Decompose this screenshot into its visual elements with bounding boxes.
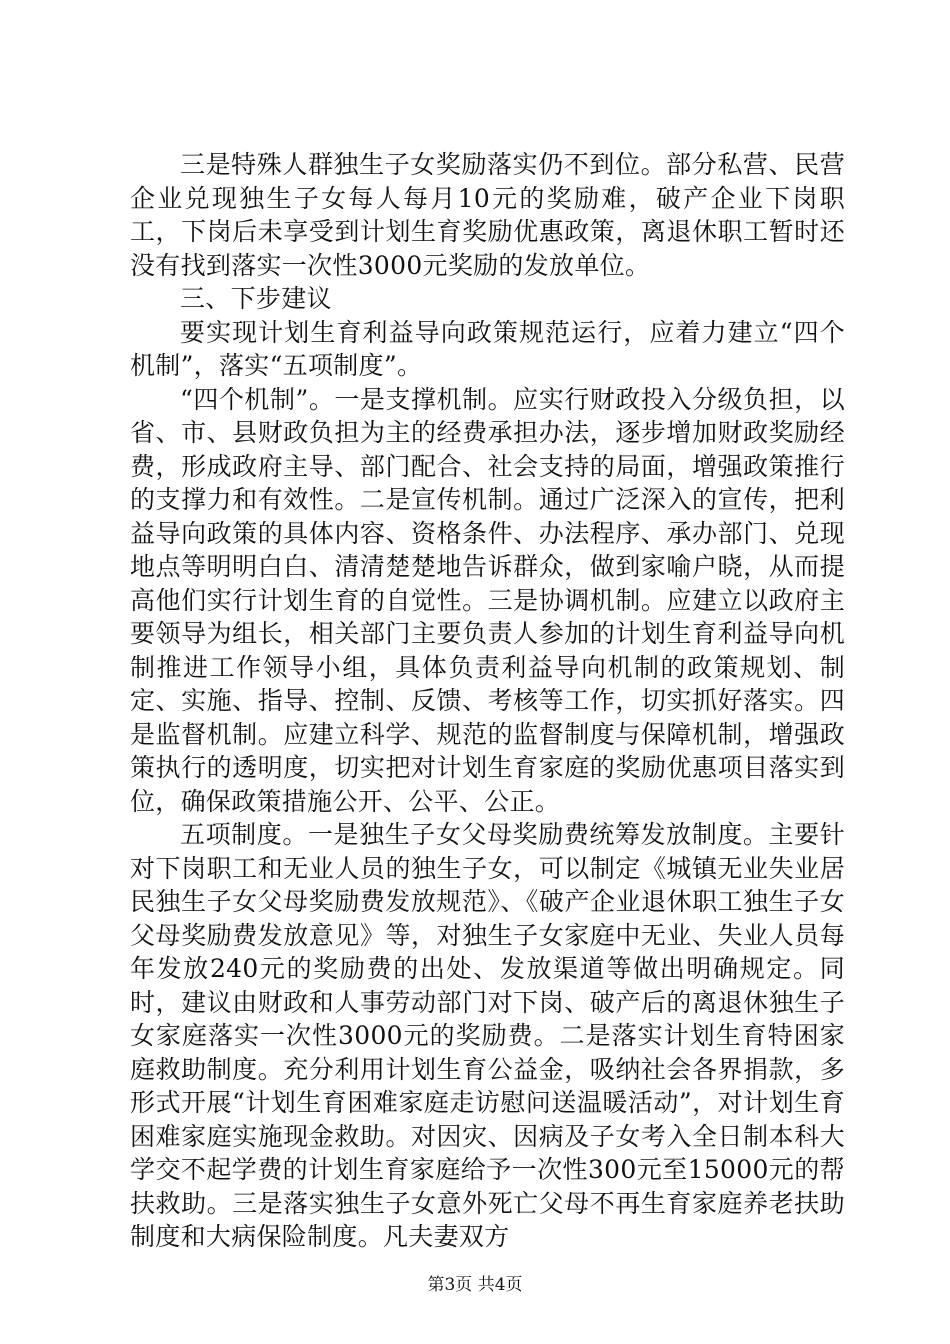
paragraph-four-mechanisms: “四个机制”。一是支撑机制。应实行财政投入分级负担，以省、市、县财政负担为主的经费承担办法，逐步增加财政奖励经费，形成政府主导、部门配合、社会支持的局面，增强政策推行的支撑力和有效性。二是宣传机制。通过广泛深入的宣传，把利益导向政策的具体内容、资格条件、办法程序、承办部门、兑现地点等明明白白、清清楚楚地告诉群众，做到家喻户晓，从而提高他们实行计划生育的自觉性。三是协调机制。应建立以政府主要领导为组长，相关部门主要负责人参加的计划生育利益导向机制推进工作领导小组，具体负责利益导向机制的政策规划、制定、实施、指导、控制、反馈、考核等工作，切实抓好落实。四是监督机制。应建立科学、规范的监督制度与保障机制，增强政策执行的透明度，切实把对计划生育家庭的奖励优惠项目落实到位，确保政策措施公开、公平、公正。: [130, 384, 845, 816]
section-heading-next-steps: 三、下步建议: [180, 284, 332, 313]
document-body: [130, 148, 845, 1254]
paragraph-special-groups: 三是特殊人群独生子女奖励落实仍不到位。部分私营、民营企业兑现独生子女每人每月10元的奖励难，破产企业下岗职工，下岗后未享受到计划生育奖励优惠政策，离退休职工暂时还没有找到落实一次性3000元奖励的发放单位。: [130, 150, 845, 280]
paragraph-five-systems: 五项制度。一是独生子女父母奖励费统筹发放制度。主要针对下岗职工和无业人员的独生子女，可以制定《城镇无业失业居民独生子女父母奖励费发放规范》、《破产企业退休职工独生子女父母奖励费发放意见》等，对独生子女家庭中无业、失业人员每年发放240元的奖励费的出处、发放渠道等做出明确规定。同时，建议由财政和人事劳动部门对下岗、破产后的离退休独生子女家庭落实一次性3000元的奖励费。二是落实计划生育特困家庭救助制度。充分利用计划生育公益金，吸纳社会各界捐款，多形式开展“计划生育困难家庭走访慰问送温暖活动”，对计划生育困难家庭实施现金救助。对因灾、因病及子女考入全日制本科大学交不起学费的计划生育家庭给予一次性300元至15000元的帮扶救助。三是落实独生子女意外死亡父母不再生育家庭养老扶助制度和大病保险制度。凡夫妻双方: [130, 820, 845, 1251]
paragraph-intro: 要实现计划生育利益导向政策规范运行，应着力建立“四个机制”，落实“五项制度”。: [130, 317, 845, 380]
page-footer: 第3页 共4页: [427, 1275, 523, 1295]
